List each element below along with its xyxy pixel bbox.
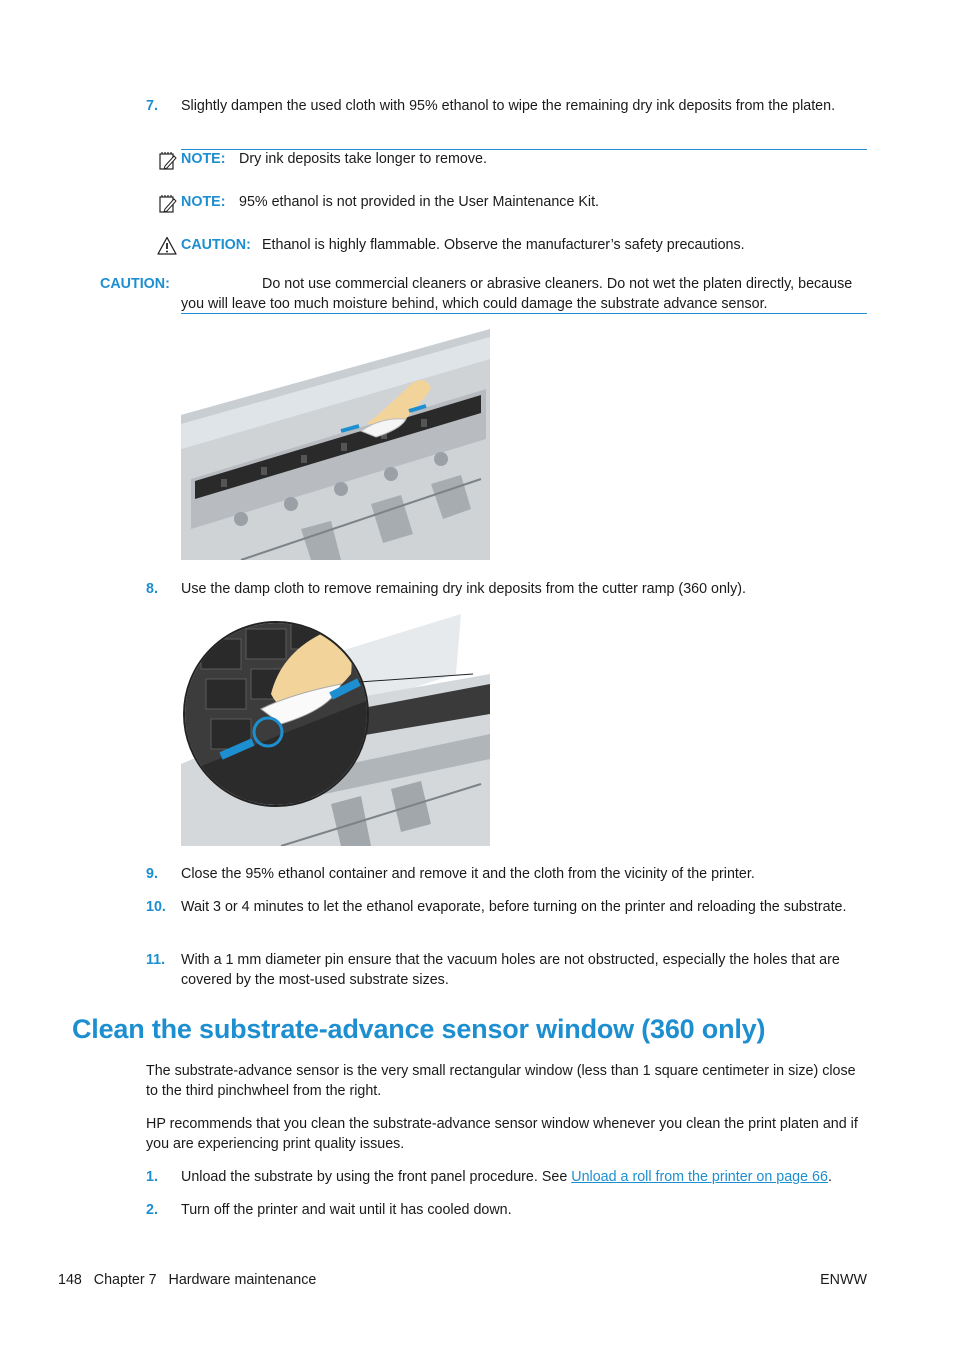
- platen-cleaning-illustration: [181, 329, 490, 560]
- step-text: Turn off the printer and wait until it has cooled down.: [181, 1202, 512, 1218]
- callout-bottom-rule: [181, 313, 867, 314]
- note-text: Dry ink deposits take longer to remove.: [239, 151, 487, 167]
- warning-triangle-icon: [157, 236, 177, 256]
- page-number: 148: [58, 1272, 82, 1288]
- step-text: Wait 3 or 4 minutes to let the ethanol evaporate, before turning on the printer and reloading the substrate.: [181, 899, 847, 915]
- cutter-ramp-cleaning-illustration: [181, 614, 490, 846]
- step-number: 1.: [146, 1169, 158, 1185]
- note-icon: [157, 151, 177, 171]
- note-label: NOTE:: [181, 151, 226, 167]
- step-number: 8.: [146, 581, 158, 597]
- step-text: Close the 95% ethanol container and remove it and the cloth from the vicinity of the printer.: [181, 866, 755, 882]
- chapter-number: Chapter 7: [93, 1272, 157, 1288]
- note-text: 95% ethanol is not provided in the User Maintenance Kit.: [239, 194, 600, 210]
- section-paragraph: HP recommends that you clean the substrate-advance sensor window whenever you clean the print platen and if you are experiencing print quality issues.: [146, 1116, 858, 1152]
- caution-text: Ethanol is highly flammable. Observe the manufacturer’s safety precautions.: [262, 237, 745, 253]
- caution-block: [100, 274, 867, 314]
- chapter-title: Hardware maintenance: [168, 1272, 317, 1288]
- step-text: With a 1 mm diameter pin ensure that the vacuum holes are not obstructed, especially the holes that are covered by the most-used substrate sizes.: [181, 952, 840, 988]
- section-paragraph: The substrate-advance sensor is the very small rectangular window (less than 1 square centimeter in size) close to the third pinchwheel from the right.: [146, 1063, 856, 1099]
- caution-text: Do not use commercial cleaners or abrasive cleaners. Do not wet the platen directly, because you will leave too much moisture behind, which could damage the substrate advance sensor.: [181, 276, 853, 312]
- note-icon: [157, 194, 177, 214]
- unload-roll-link[interactable]: Unload a roll from the printer on page 66: [571, 1169, 828, 1185]
- step-number: 7.: [146, 98, 158, 114]
- note-label: NOTE:: [181, 194, 226, 210]
- step-number: 2.: [146, 1202, 158, 1218]
- caution-label: CAUTION:: [181, 237, 251, 253]
- step-number: 9.: [146, 866, 158, 882]
- caution-label: CAUTION:: [100, 276, 170, 292]
- step-text: Unload the substrate by using the front panel procedure. See Unload a roll from the printer on page 66.: [181, 1169, 832, 1185]
- step-number: 10.: [146, 899, 166, 915]
- section-heading: Clean the substrate-advance sensor window (360 only): [72, 1014, 766, 1044]
- step-text: Slightly dampen the used cloth with 95% ethanol to wipe the remaining dry ink deposits from the platen.: [181, 98, 836, 114]
- page-footer-left: [58, 1270, 316, 1290]
- step-number: 11.: [146, 952, 166, 968]
- page-footer-right: ENWW: [820, 1272, 867, 1288]
- step-text: Use the damp cloth to remove remaining dry ink deposits from the cutter ramp (360 only).: [181, 581, 746, 597]
